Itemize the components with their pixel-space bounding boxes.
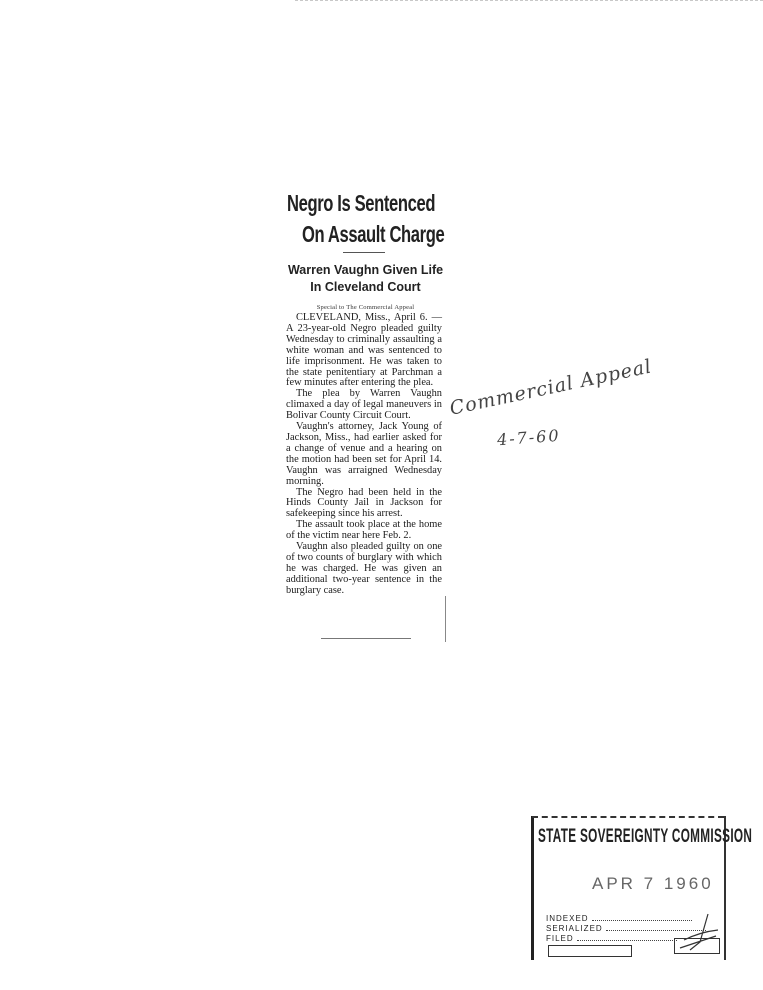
stamp-date: APR 7 1960 xyxy=(592,874,714,893)
article-paragraph: CLEVELAND, Miss., April 6. —A 23-year-old Negro pleaded guilty Wednesday to criminally assaulting a white woman and was sentenced to life imprisonment. He was taken to the state penitentiary at Parchman a few minutes after entering the plea. xyxy=(286,312,442,389)
article-paragraph: The plea by Warren Vaughn climaxed a day of legal maneuvers in Bolivar County Circuit Court. xyxy=(286,388,442,422)
stamp-box-left xyxy=(548,945,632,957)
article-paragraph: The assault took place at the home of the victim near here Feb. 2. xyxy=(286,519,442,542)
handwritten-source: Commercial Appeal xyxy=(447,355,654,420)
stamp-initials-mark xyxy=(670,912,720,952)
headline-line-1: Negro Is Sentenced xyxy=(287,190,436,216)
top-edge-dots xyxy=(295,0,763,5)
column-edge-mark xyxy=(445,596,446,642)
stamp-top-border xyxy=(532,816,724,818)
stamp-indexed-label: INDEXED xyxy=(546,914,589,923)
subheadline-line-1: Warren Vaughn Given Life xyxy=(287,263,444,277)
article-body xyxy=(286,313,442,597)
stamp-filed-label: FILED xyxy=(546,934,574,943)
stamp-filed-line xyxy=(577,940,677,941)
article-paragraph: Vaughn's attorney, Jack Young of Jackson, Miss., had earlier asked for a change of venue and a hearing on the motion had been set for April 14. Vaughn was arraigned Wednesday morning. xyxy=(286,421,442,487)
article-paragraph: The Negro had been held in the Hinds County Jail in Jackson for safekeeping since his arrest. xyxy=(286,486,442,520)
subheadline xyxy=(283,262,448,296)
handwritten-date: 4-7-60 xyxy=(496,425,562,450)
headline-line-2: On Assault Charge xyxy=(302,221,445,247)
stamp-filed-row xyxy=(546,934,677,943)
headline-rule xyxy=(343,252,385,253)
end-rule xyxy=(321,638,411,639)
stamp-title: STATE SOVEREIGNTY COMMISSION xyxy=(538,826,753,847)
article-paragraph: Vaughn also pleaded guilty on one of two counts of burglary with which he was charged. He was given an additional two-year sentence in the burglary case. xyxy=(286,541,442,596)
commission-stamp xyxy=(531,816,753,960)
special-to-line: Special to The Commercial Appeal xyxy=(316,304,415,311)
stamp-serialized-label: SERIALIZED xyxy=(546,924,603,933)
subheadline-line-2: In Cleveland Court xyxy=(310,280,421,294)
